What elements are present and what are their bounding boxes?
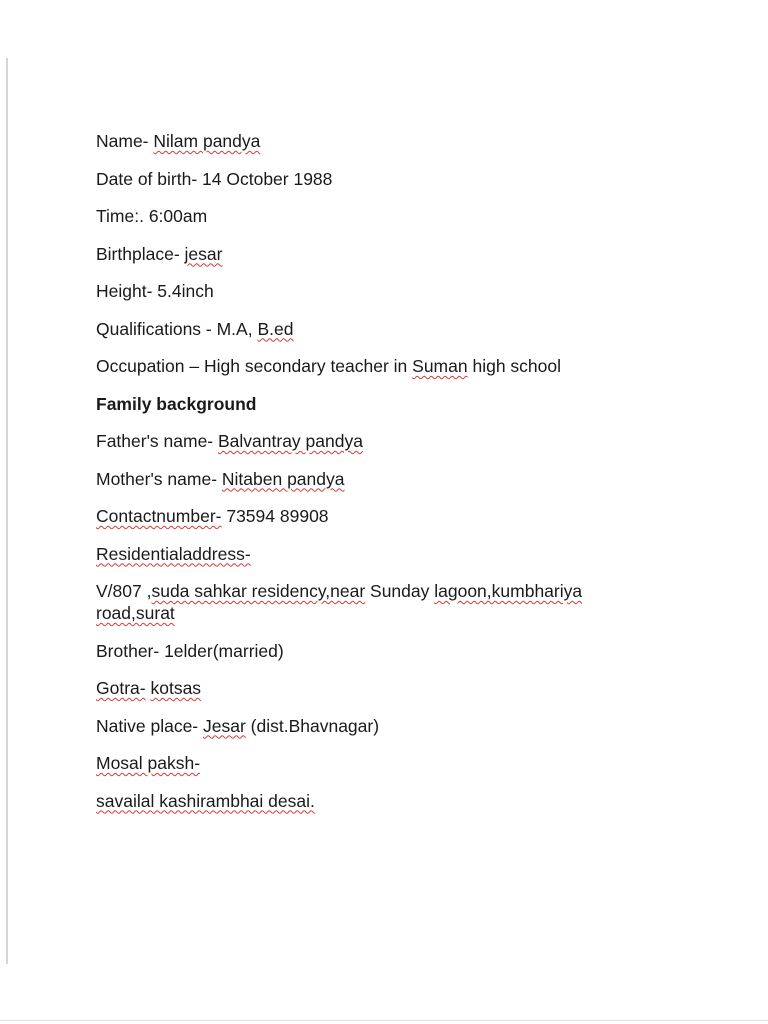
contact-value: 73594 89908	[221, 506, 329, 526]
dob-line	[96, 168, 696, 190]
qualifications-value: B.ed	[257, 318, 294, 339]
mosal-label-line	[96, 752, 696, 774]
address-line	[96, 580, 696, 624]
gotra-label: Gotra-	[96, 678, 146, 698]
occupation-prefix: Occupation – High secondary teacher in	[96, 356, 413, 376]
time-line: Time:. 6:00am	[96, 206, 208, 226]
document-body	[96, 130, 696, 827]
native-place: Jesar	[203, 715, 246, 736]
address-part5: road,surat	[96, 603, 175, 623]
occupation-line	[96, 355, 696, 377]
name-value: Nilam pandya	[153, 131, 261, 151]
residential-label: Residentialaddress-	[96, 543, 251, 564]
father-label: Father's name-	[96, 431, 218, 451]
birthplace-line	[96, 243, 696, 265]
address-part3: Sunday	[365, 581, 435, 601]
height-line	[96, 280, 696, 302]
name-line	[96, 130, 696, 152]
mosal-value-line	[96, 790, 696, 812]
page-left-border	[6, 58, 8, 964]
residential-label-line	[96, 543, 696, 565]
dob-label: Date of birth-	[96, 168, 203, 189]
contact-label: Contactnumber-	[96, 506, 222, 526]
qualifications-label: Qualifications - M.A,	[96, 318, 258, 339]
father-line	[96, 430, 696, 452]
gotra-line	[96, 677, 696, 699]
height-label: Height-	[96, 281, 158, 301]
father-value: Balvantray pandya	[218, 431, 363, 451]
address-part1: V/807 ,	[96, 581, 152, 601]
native-suffix: (dist.Bhavnagar)	[245, 715, 380, 736]
address-part4: lagoon,kumbhariya	[434, 581, 583, 601]
height-value: 5.4inch	[157, 281, 214, 301]
occupation-school: Suman	[412, 356, 468, 376]
name-label: Name-	[96, 131, 154, 151]
family-background-heading: Family background	[96, 393, 257, 414]
page-bottom-border	[0, 1020, 768, 1021]
mother-label: Mother's name-	[96, 468, 222, 489]
native-place-line	[96, 715, 696, 737]
mother-value: Nitaben pandya	[221, 468, 345, 489]
gotra-value: kotsas	[150, 678, 202, 698]
brother-line: Brother- 1elder(married)	[96, 640, 284, 661]
qualifications-line	[96, 318, 696, 340]
native-prefix: Native place-	[96, 715, 203, 736]
occupation-suffix: high school	[467, 356, 562, 376]
mosal-value: savailal kashirambhai desai.	[96, 790, 315, 811]
mosal-label: Mosal paksh-	[96, 753, 201, 773]
birthplace-label: Birthplace-	[96, 243, 185, 264]
contact-line	[96, 505, 696, 527]
dob-value: 14 October 1988	[202, 168, 333, 189]
birthplace-value: jesar	[184, 243, 223, 264]
address-part2: suda sahkar residency,near	[151, 581, 366, 601]
mother-line	[96, 468, 696, 490]
